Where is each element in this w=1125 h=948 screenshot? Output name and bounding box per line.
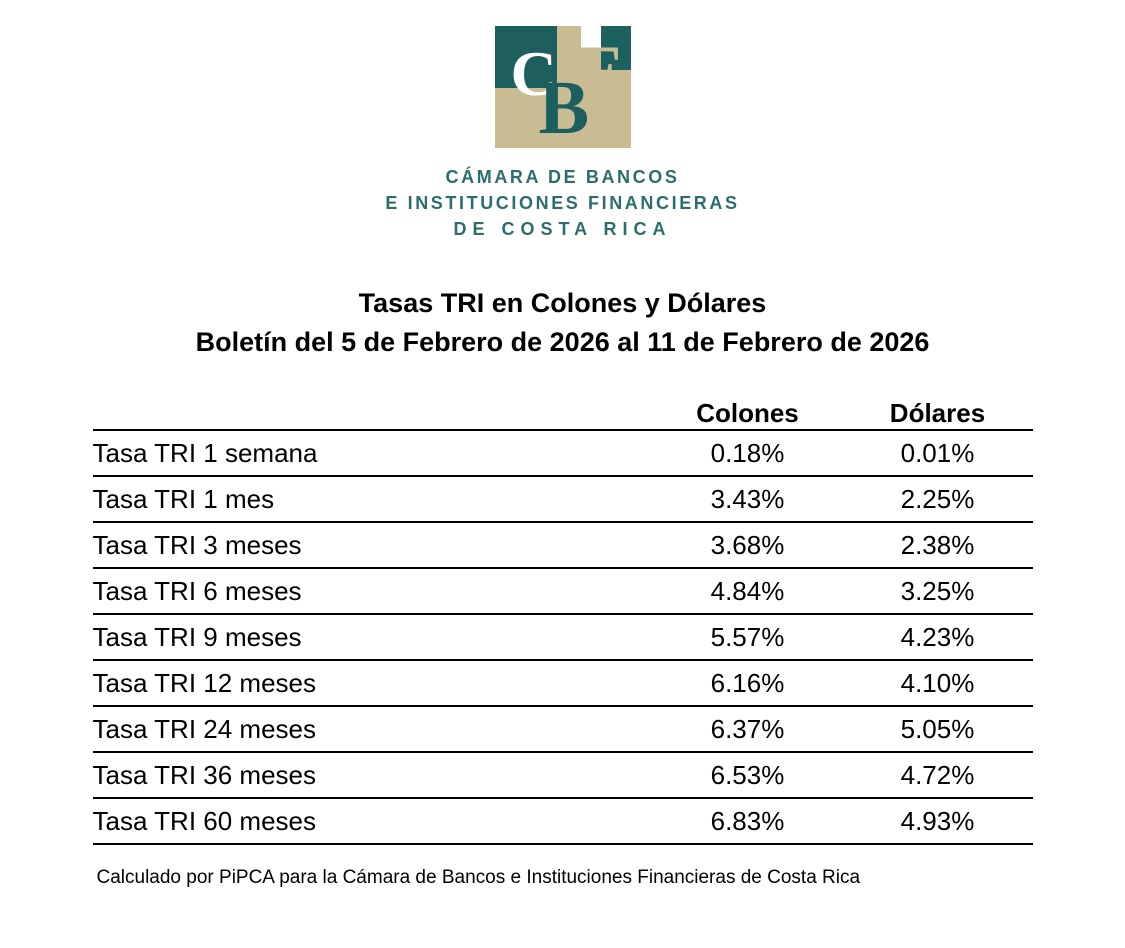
row-label: Tasa TRI 1 semana: [93, 430, 653, 476]
row-colones-value: 5.57%: [653, 614, 843, 660]
table-row: [93, 522, 1033, 568]
row-colones-value: 0.18%: [653, 430, 843, 476]
row-label: Tasa TRI 60 meses: [93, 798, 653, 844]
table-row: [93, 568, 1033, 614]
row-colones-value: 6.16%: [653, 660, 843, 706]
logo-wordmark-line-2: E INSTITUCIONES FINANCIERAS: [385, 193, 740, 213]
table-header-row: [93, 398, 1033, 430]
row-dolares-value: 4.93%: [843, 798, 1033, 844]
page-subtitle: Boletín del 5 de Febrero de 2026 al 11 de Febrero de 2026: [195, 327, 930, 357]
row-colones-value: 6.37%: [653, 706, 843, 752]
logo-wordmark-line-3: DE COSTA RICA: [453, 219, 672, 239]
row-colones-value: 3.68%: [653, 522, 843, 568]
row-colones-value: 6.53%: [653, 752, 843, 798]
row-dolares-value: 5.05%: [843, 706, 1033, 752]
table-row: [93, 798, 1033, 844]
row-dolares-value: 2.38%: [843, 522, 1033, 568]
row-colones-value: 6.83%: [653, 798, 843, 844]
row-label: Tasa TRI 36 meses: [93, 752, 653, 798]
row-label: Tasa TRI 1 mes: [93, 476, 653, 522]
row-label: Tasa TRI 9 meses: [93, 614, 653, 660]
row-dolares-value: 0.01%: [843, 430, 1033, 476]
page-title-block: [0, 284, 1125, 362]
page-title: Tasas TRI en Colones y Dólares: [358, 288, 767, 318]
table-row: [93, 660, 1033, 706]
table-row: [93, 476, 1033, 522]
row-label: Tasa TRI 24 meses: [93, 706, 653, 752]
header-label: [93, 398, 653, 430]
logo-wordmark: [385, 164, 739, 242]
row-label: Tasa TRI 12 meses: [93, 660, 653, 706]
row-colones-value: 4.84%: [653, 568, 843, 614]
table-row: [93, 752, 1033, 798]
table-row: [93, 706, 1033, 752]
row-dolares-value: 4.10%: [843, 660, 1033, 706]
logo-letter-c: C: [510, 38, 557, 109]
cbf-logo-icon: [495, 26, 631, 148]
header-colones: Colones: [696, 398, 799, 428]
table-row: [93, 430, 1033, 476]
organization-logo: [0, 0, 1125, 242]
row-label: Tasa TRI 6 meses: [93, 568, 653, 614]
header-dolares: Dólares: [889, 398, 986, 428]
rates-table-body: [93, 430, 1033, 844]
logo-wordmark-line-1: CÁMARA DE BANCOS: [445, 167, 680, 187]
row-label: Tasa TRI 3 meses: [93, 522, 653, 568]
rates-table-container: [93, 398, 1033, 845]
rates-table-head: [93, 398, 1033, 430]
row-dolares-value: 2.25%: [843, 476, 1033, 522]
logo-letter-b: B: [538, 66, 590, 150]
row-colones-value: 3.43%: [653, 476, 843, 522]
footer-note: Calculado por PiPCA para la Cámara de Bancos e Instituciones Financieras de Costa Rica: [96, 867, 861, 888]
row-dolares-value: 3.25%: [843, 568, 1033, 614]
row-dolares-value: 4.23%: [843, 614, 1033, 660]
row-dolares-value: 4.72%: [843, 752, 1033, 798]
logo-letter-f: F: [578, 32, 622, 109]
rates-table: [93, 398, 1033, 845]
table-row: [93, 614, 1033, 660]
